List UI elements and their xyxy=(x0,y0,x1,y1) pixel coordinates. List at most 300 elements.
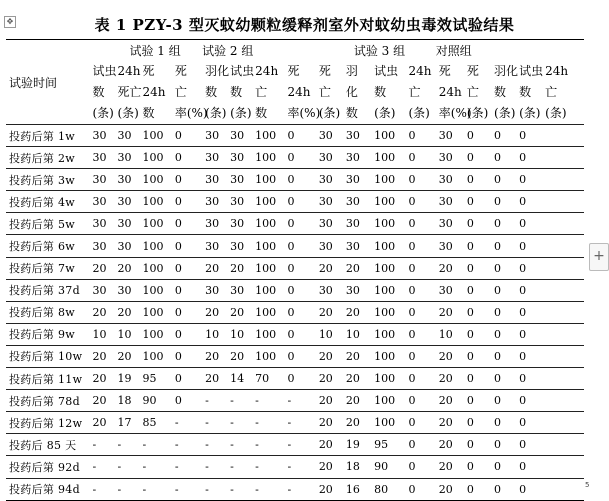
table-cell: 70 xyxy=(252,368,284,390)
table-cell: 0 xyxy=(516,235,542,257)
group-header-2: 试验 2 组 xyxy=(202,44,254,58)
table-cell: - xyxy=(172,478,202,500)
table-cell: 0 xyxy=(464,456,491,478)
table-cell: - xyxy=(140,434,172,456)
table-row xyxy=(6,456,584,478)
sub-header-cell: (条) xyxy=(205,106,227,120)
table-cell: 0 xyxy=(516,125,542,147)
table-cell: 0 xyxy=(406,478,436,500)
table-cell: 30 xyxy=(316,213,343,235)
table-cell: 100 xyxy=(371,235,405,257)
table-cell: 0 xyxy=(406,323,436,345)
sub-header-cell: 亡 xyxy=(174,85,187,99)
sub-header-cell: 羽化 xyxy=(205,64,230,78)
table-cell: 20 xyxy=(343,412,371,434)
table-cell: 30 xyxy=(316,235,343,257)
table-title: 表 1 PZY-3 型灭蚊幼颗粒缓释剂室外对蚊幼虫毒效试验结果 xyxy=(94,16,515,34)
sub-header-cell: 死 xyxy=(466,64,479,78)
table-cell: - xyxy=(285,390,316,412)
table-cell: 20 xyxy=(202,345,227,367)
table-row xyxy=(6,390,584,412)
table-cell: - xyxy=(140,456,172,478)
table-cell: 20 xyxy=(316,301,343,323)
row-label-header: 试验时间 xyxy=(9,75,58,90)
row-label: 投药后第 7w xyxy=(6,257,89,279)
table-cell: - xyxy=(89,478,114,500)
table-cell: 100 xyxy=(252,345,284,367)
table-cell: 20 xyxy=(436,345,464,367)
table-cell-empty xyxy=(542,125,584,147)
table-cell: 0 xyxy=(464,191,491,213)
table-cell: 95 xyxy=(371,434,405,456)
table-cell: 80 xyxy=(371,478,405,500)
table-cell: 30 xyxy=(202,147,227,169)
sub-header-cell: 死 xyxy=(287,64,300,78)
sub-header-cell: 率(%) xyxy=(438,106,472,120)
table-cell: 0 xyxy=(464,301,491,323)
sub-header-cell: 羽 xyxy=(345,64,358,78)
table-cell: 0 xyxy=(172,169,202,191)
table-cell: 20 xyxy=(343,368,371,390)
table-cell: 30 xyxy=(114,169,139,191)
table-cell: 0 xyxy=(516,279,542,301)
table-cell: 30 xyxy=(227,279,252,301)
table-cell: 100 xyxy=(371,125,405,147)
table-cell: 20 xyxy=(227,301,252,323)
table-cell: 30 xyxy=(436,147,464,169)
sub-header-cell: (条) xyxy=(519,106,541,120)
table-cell: 0 xyxy=(406,412,436,434)
sub-header-cell: 数 xyxy=(92,85,105,99)
table-cell: 14 xyxy=(227,368,252,390)
table-cell: 100 xyxy=(140,125,172,147)
add-row-button[interactable]: + xyxy=(589,243,609,271)
table-cell: 0 xyxy=(285,169,316,191)
table-cell: 0 xyxy=(172,257,202,279)
table-cell: 0 xyxy=(491,434,516,456)
table-cell: - xyxy=(172,434,202,456)
sub-header-cell: 亡 xyxy=(318,85,331,99)
table-cell: 0 xyxy=(516,191,542,213)
table-cell: 0 xyxy=(406,345,436,367)
table-cell: 18 xyxy=(343,456,371,478)
table-row xyxy=(6,478,584,500)
table-cell-empty xyxy=(542,368,584,390)
table-cell: - xyxy=(252,434,284,456)
table-cell: 0 xyxy=(516,345,542,367)
table-cell-empty xyxy=(542,456,584,478)
table-cell: - xyxy=(202,390,227,412)
table-cell: 0 xyxy=(285,191,316,213)
sub-header-cell: 率(%) xyxy=(174,106,208,120)
sub-header-cell: 死 xyxy=(318,64,331,78)
table-row xyxy=(6,169,584,191)
sub-header-cell: 化 xyxy=(345,85,358,99)
table-cell: 0 xyxy=(464,434,491,456)
table-cell: 0 xyxy=(516,478,542,500)
row-label: 投药后第 4w xyxy=(6,191,89,213)
table-cell: 10 xyxy=(202,323,227,345)
table-cell: 30 xyxy=(202,213,227,235)
table-cell: 20 xyxy=(343,390,371,412)
table-cell: 0 xyxy=(491,257,516,279)
table-cell: 100 xyxy=(252,213,284,235)
sub-header-cell: 24h xyxy=(117,64,141,78)
table-cell: 0 xyxy=(285,301,316,323)
table-cell-empty xyxy=(542,235,584,257)
table-cell: 30 xyxy=(114,213,139,235)
table-cell: 30 xyxy=(436,191,464,213)
row-label: 投药后第 3w xyxy=(6,169,89,191)
table-cell: 0 xyxy=(406,257,436,279)
table-cell: - xyxy=(227,478,252,500)
table-cell: 30 xyxy=(343,169,371,191)
table-cell: - xyxy=(252,456,284,478)
table-row xyxy=(6,279,584,301)
table-cell: - xyxy=(172,456,202,478)
table-cell: 0 xyxy=(406,169,436,191)
table-cell: 0 xyxy=(172,301,202,323)
table-cell: 20 xyxy=(343,257,371,279)
table-row xyxy=(6,434,584,456)
sub-header-cell: 数 xyxy=(519,85,532,99)
table-row xyxy=(6,235,584,257)
corner-mark: 5 xyxy=(585,481,590,489)
table-row xyxy=(6,191,584,213)
table-cell: 0 xyxy=(406,235,436,257)
table-cell: 0 xyxy=(491,191,516,213)
sub-header-cell: 24h xyxy=(255,64,279,78)
table-cell: 0 xyxy=(491,147,516,169)
table-cell: 30 xyxy=(114,125,139,147)
table-cell: 0 xyxy=(285,345,316,367)
row-label: 投药后第 11w xyxy=(6,368,89,390)
table-cell: 0 xyxy=(285,279,316,301)
table-cell: - xyxy=(114,456,139,478)
table-cell: 100 xyxy=(252,279,284,301)
table-cell: 20 xyxy=(436,478,464,500)
table-cell: 100 xyxy=(140,235,172,257)
table-cell: 0 xyxy=(406,390,436,412)
table-cell: - xyxy=(114,478,139,500)
table-cell: 0 xyxy=(491,301,516,323)
table-cell-empty xyxy=(542,345,584,367)
table-cell: 30 xyxy=(227,147,252,169)
table-cell: - xyxy=(114,434,139,456)
table-row xyxy=(6,345,584,367)
table-cell: 0 xyxy=(464,147,491,169)
table-cell: 90 xyxy=(371,456,405,478)
table-cell: 30 xyxy=(114,147,139,169)
table-cell: 90 xyxy=(140,390,172,412)
table-cell: 0 xyxy=(285,323,316,345)
row-label: 投药后第 8w xyxy=(6,301,89,323)
sub-header-cell: (条) xyxy=(408,106,430,120)
table-cell: 30 xyxy=(227,213,252,235)
table-cell: 30 xyxy=(436,235,464,257)
table-cell: 30 xyxy=(227,191,252,213)
table-cell: 30 xyxy=(89,213,114,235)
group-header-row xyxy=(6,40,584,62)
table-row xyxy=(6,301,584,323)
row-label: 投药后第 12w xyxy=(6,412,89,434)
sub-header-cell: 数 xyxy=(345,106,358,120)
table-cell: 20 xyxy=(316,345,343,367)
table-cell: 0 xyxy=(491,478,516,500)
table-cell: 30 xyxy=(316,169,343,191)
move-handle-icon[interactable]: ✥ xyxy=(4,16,16,28)
table-cell: 0 xyxy=(172,147,202,169)
table-cell: 0 xyxy=(491,323,516,345)
table-cell: 30 xyxy=(227,169,252,191)
table-cell: 0 xyxy=(464,213,491,235)
sub-header-cell: 死 xyxy=(438,64,451,78)
table-cell: 10 xyxy=(227,323,252,345)
sub-header-cell: (条) xyxy=(117,106,139,120)
table-cell-empty xyxy=(542,301,584,323)
sub-header-cell: 数 xyxy=(494,85,507,99)
table-cell: 20 xyxy=(343,301,371,323)
table-cell: 20 xyxy=(436,390,464,412)
table-cell-empty xyxy=(542,434,584,456)
sub-header-cell: 数 xyxy=(255,106,268,120)
table-cell: 0 xyxy=(491,368,516,390)
table-cell: 100 xyxy=(371,412,405,434)
table-cell: 0 xyxy=(406,147,436,169)
table-cell: 0 xyxy=(516,323,542,345)
table-cell: 0 xyxy=(285,368,316,390)
sub-header-cell: 试虫 xyxy=(374,64,399,78)
sub-header-cell: 试虫 xyxy=(230,64,255,78)
table-cell: 100 xyxy=(371,345,405,367)
row-label: 投药后第 1w xyxy=(6,125,89,147)
table-cell: 100 xyxy=(252,191,284,213)
sub-header-cell: 数 xyxy=(230,85,243,99)
table-cell: 0 xyxy=(172,213,202,235)
table-cell: 30 xyxy=(343,191,371,213)
row-label: 投药后第 78d xyxy=(6,390,89,412)
table-cell: 0 xyxy=(464,345,491,367)
table-cell: 30 xyxy=(89,235,114,257)
table-cell: 10 xyxy=(114,323,139,345)
table-cell: 20 xyxy=(89,368,114,390)
table-cell: 100 xyxy=(371,390,405,412)
table-cell: 0 xyxy=(516,412,542,434)
table-cell: 30 xyxy=(343,213,371,235)
table-cell: 0 xyxy=(464,169,491,191)
table-cell: - xyxy=(140,478,172,500)
table-cell: - xyxy=(202,412,227,434)
sub-header-cell: (条) xyxy=(545,106,567,120)
table-cell: 100 xyxy=(252,301,284,323)
table-cell-empty xyxy=(542,213,584,235)
sub-header-cell: 24h xyxy=(142,85,166,99)
table-cell: 0 xyxy=(172,390,202,412)
table-cell: 100 xyxy=(140,169,172,191)
table-cell: 100 xyxy=(371,147,405,169)
table-cell: 19 xyxy=(114,368,139,390)
table-cell: 0 xyxy=(491,213,516,235)
table-cell-empty xyxy=(542,390,584,412)
table-cell: 20 xyxy=(316,368,343,390)
table-cell: 100 xyxy=(252,323,284,345)
sub-header-cell: 数 xyxy=(205,85,218,99)
table-cell: 30 xyxy=(202,125,227,147)
table-cell: 100 xyxy=(371,279,405,301)
table-row xyxy=(6,368,584,390)
table-cell-empty xyxy=(542,191,584,213)
table-cell: 100 xyxy=(140,323,172,345)
table-cell: 20 xyxy=(89,301,114,323)
sub-header-cell: 24h xyxy=(287,85,311,99)
table-cell: 16 xyxy=(343,478,371,500)
table-cell: - xyxy=(252,390,284,412)
sub-header-row xyxy=(6,61,584,82)
table-cell: 30 xyxy=(89,169,114,191)
table-cell: - xyxy=(285,478,316,500)
table-cell: 0 xyxy=(516,456,542,478)
table-cell: 0 xyxy=(285,125,316,147)
table-cell: 100 xyxy=(252,125,284,147)
table-cell: 0 xyxy=(464,257,491,279)
table-cell: 0 xyxy=(285,147,316,169)
sub-header-cell: 亡 xyxy=(466,85,479,99)
table-cell: 0 xyxy=(516,368,542,390)
sub-header-cell: (条) xyxy=(466,106,489,120)
sub-header-cell: 试虫 xyxy=(519,64,544,78)
table-cell: 20 xyxy=(202,368,227,390)
sub-header-cell: 死 xyxy=(174,64,187,78)
table-cell: 30 xyxy=(316,279,343,301)
sub-header-cell: 24h xyxy=(438,85,462,99)
table-cell: 95 xyxy=(140,368,172,390)
table-cell-empty xyxy=(542,279,584,301)
table-cell: 20 xyxy=(316,257,343,279)
table-cell-empty xyxy=(542,323,584,345)
table-cell: 20 xyxy=(436,368,464,390)
table-cell: 100 xyxy=(371,323,405,345)
table-cell: 0 xyxy=(491,412,516,434)
table-cell: 100 xyxy=(140,279,172,301)
table-cell: - xyxy=(202,434,227,456)
table-cell: 30 xyxy=(202,279,227,301)
table-cell: - xyxy=(89,434,114,456)
table-cell: 30 xyxy=(202,191,227,213)
table-cell: 0 xyxy=(172,235,202,257)
table-cell: 100 xyxy=(252,147,284,169)
table-cell: 30 xyxy=(343,147,371,169)
sub-header-cell: 数 xyxy=(374,85,387,99)
table-cell: 0 xyxy=(516,147,542,169)
sub-header-cell: 羽化 xyxy=(494,64,519,78)
table-cell: 0 xyxy=(491,169,516,191)
table-cell: 100 xyxy=(140,147,172,169)
table-cell: 0 xyxy=(172,125,202,147)
table-cell: 0 xyxy=(406,456,436,478)
table-cell: 10 xyxy=(316,323,343,345)
table-cell: 100 xyxy=(371,169,405,191)
table-cell: 10 xyxy=(89,323,114,345)
table-cell: 20 xyxy=(316,390,343,412)
table-cell: - xyxy=(89,456,114,478)
table-cell: 30 xyxy=(202,235,227,257)
table-cell: 0 xyxy=(464,390,491,412)
table-cell: - xyxy=(227,456,252,478)
table-cell: - xyxy=(285,456,316,478)
table-cell: 30 xyxy=(343,235,371,257)
table-cell: 0 xyxy=(406,213,436,235)
sub-header-cell: 亡 xyxy=(545,85,558,99)
table-cell: 0 xyxy=(406,279,436,301)
group-header-control: 对照组 xyxy=(435,44,472,58)
table-cell: 0 xyxy=(285,213,316,235)
table-cell: 20 xyxy=(89,390,114,412)
table-cell: 100 xyxy=(371,257,405,279)
table-cell: 30 xyxy=(343,279,371,301)
table-cell: 30 xyxy=(89,191,114,213)
table-cell: 0 xyxy=(406,125,436,147)
row-label: 投药后第 10w xyxy=(6,345,89,367)
table-cell-empty xyxy=(542,412,584,434)
table-cell: 0 xyxy=(285,235,316,257)
table-cell: 0 xyxy=(516,213,542,235)
table-cell: 30 xyxy=(227,235,252,257)
table-cell: 20 xyxy=(89,412,114,434)
table-cell: 20 xyxy=(89,345,114,367)
row-label: 投药后第 6w xyxy=(6,235,89,257)
table-cell: 85 xyxy=(140,412,172,434)
sub-header-cell: (条) xyxy=(230,106,252,120)
table-cell: 30 xyxy=(89,125,114,147)
table-cell: 100 xyxy=(140,301,172,323)
table-cell-empty xyxy=(542,257,584,279)
table-cell: 30 xyxy=(316,147,343,169)
table-cell: 20 xyxy=(436,301,464,323)
table-cell: 0 xyxy=(491,456,516,478)
table-cell: 0 xyxy=(464,125,491,147)
table-cell: 30 xyxy=(436,279,464,301)
row-label: 投药后第 5w xyxy=(6,213,89,235)
table-cell: 100 xyxy=(140,191,172,213)
sub-header-cell: 24h xyxy=(408,64,432,78)
table-cell: 30 xyxy=(202,169,227,191)
row-label: 投药后第 92d xyxy=(6,456,89,478)
table-cell: 100 xyxy=(252,235,284,257)
table-cell: 20 xyxy=(436,456,464,478)
group-header-1: 试验 1 组 xyxy=(129,44,181,58)
table-cell: 30 xyxy=(436,125,464,147)
table-cell: 0 xyxy=(464,368,491,390)
table-cell: 0 xyxy=(491,125,516,147)
group-header-3: 试验 3 组 xyxy=(353,44,406,58)
table-cell: 100 xyxy=(371,191,405,213)
table-cell: 10 xyxy=(343,323,371,345)
table-cell: 20 xyxy=(436,434,464,456)
sub-header-cell: (条) xyxy=(92,106,114,120)
table-cell: 0 xyxy=(172,345,202,367)
table-cell-empty xyxy=(542,169,584,191)
table-cell: 19 xyxy=(343,434,371,456)
table-cell: 0 xyxy=(516,390,542,412)
table-cell: 100 xyxy=(371,213,405,235)
table-cell: - xyxy=(172,412,202,434)
table-cell: 20 xyxy=(227,345,252,367)
table-row xyxy=(6,257,584,279)
sub-header-row xyxy=(6,103,584,125)
table-cell: 20 xyxy=(436,412,464,434)
sub-header-cell: (条) xyxy=(494,106,516,120)
table-cell: 20 xyxy=(316,456,343,478)
